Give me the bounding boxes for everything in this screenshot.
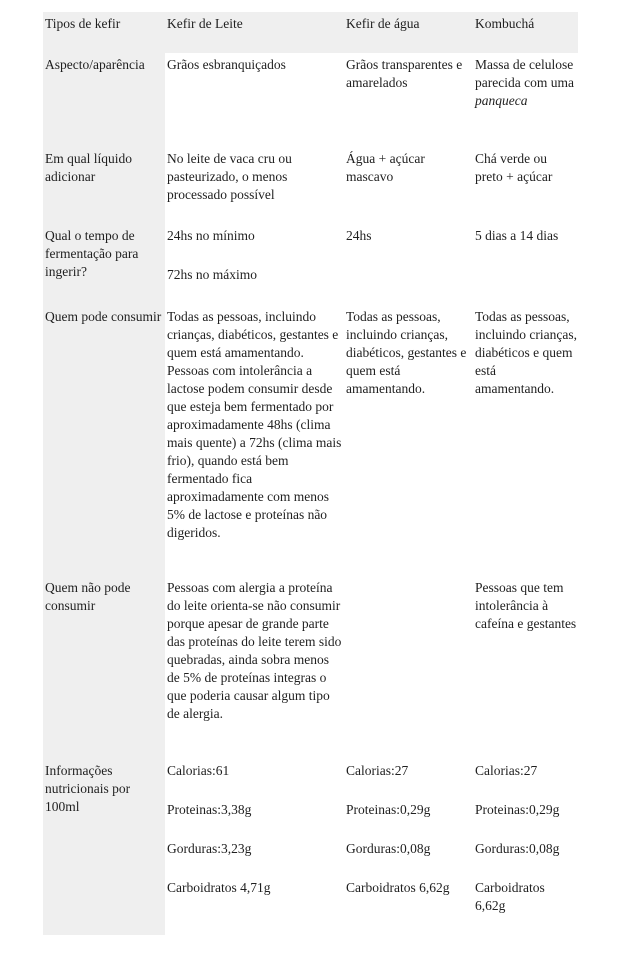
- header-kombucha: Kombuchá: [475, 16, 535, 31]
- row-label: Qual o tempo de fermentação para ingerir?: [45, 228, 139, 279]
- cell-agua: Água + açúcar mascavo: [346, 151, 425, 184]
- row-label: Em qual líquido adicionar: [45, 151, 132, 184]
- nutri-calorias: Calorias:61: [167, 763, 230, 778]
- cell-leite: Pessoas com alergia a proteína do leite orienta-se não consumir porque apesar de grande parte das proteínas do leite terem sido quebradas, ainda sobra menos de 5% de proteínas integras o que poderia causar algum tipo de alergia.: [167, 580, 342, 721]
- nutri-carboidratos: Carboidratos 6,62g: [346, 880, 450, 895]
- nutri-calorias: Calorias:27: [475, 763, 538, 778]
- header-tipos-de-kefir: Tipos de kefir: [45, 16, 121, 31]
- cell-leite-min: 24hs no mínimo: [167, 228, 255, 243]
- cell-kombucha: Todas as pessoas, incluindo crianças, diabéticos e quem está amamentando.: [475, 309, 577, 396]
- cell-kombucha-emphasis: panqueca: [475, 93, 528, 108]
- cell-kombucha: Pessoas que tem intolerância à cafeína e gestantes: [475, 580, 577, 631]
- nutri-proteinas: Proteinas:0,29g: [475, 802, 560, 817]
- cell-agua: Grãos transparentes e amarelados: [346, 57, 463, 90]
- header-kefir-de-agua: Kefir de água: [346, 16, 420, 31]
- cell-leite: Todas as pessoas, incluindo crianças, diabéticos, gestantes e quem está amamentando. Pessoas com intolerância a lactose podem consumir desde que esteja bem fermentado por aproximadamente 48hs (clima mais quente) a 72hs (clima mais frio), quando está bem fermentado fica aproximadamente com menos 5% de lactose e proteínas não digeridos.: [167, 309, 342, 540]
- cell-leite: [167, 762, 345, 897]
- cell-leite: [167, 227, 345, 284]
- cell-leite: No leite de vaca cru ou pasteurizado, o menos processado possível: [167, 151, 292, 202]
- cell-agua: 24hs: [346, 228, 372, 243]
- nutri-proteinas: Proteinas:0,29g: [346, 802, 431, 817]
- cell-kombucha-text: Massa de celulose parecida com uma: [475, 57, 574, 90]
- header-kefir-de-leite: Kefir de Leite: [167, 16, 243, 31]
- cell-kombucha: [475, 762, 578, 915]
- nutri-gorduras: Gorduras:3,23g: [167, 841, 252, 856]
- cell-agua: [346, 762, 472, 897]
- nutri-carboidratos: Carboidratos 4,71g: [167, 880, 271, 895]
- row-label: Aspecto/aparência: [45, 57, 145, 72]
- row-label: Quem não pode consumir: [45, 580, 131, 613]
- nutri-carboidratos: Carboidratos 6,62g: [475, 880, 545, 913]
- nutri-gorduras: Gorduras:0,08g: [346, 841, 431, 856]
- cell-leite: Grãos esbranquiçados: [167, 57, 286, 72]
- nutri-proteinas: Proteinas:3,38g: [167, 802, 252, 817]
- cell-kombucha: 5 dias a 14 dias: [475, 228, 559, 243]
- nutri-gorduras: Gorduras:0,08g: [475, 841, 560, 856]
- cell-leite-max: 72hs no máximo: [167, 267, 257, 282]
- row-label: Informações nutricionais por 100ml: [45, 763, 131, 814]
- nutri-calorias: Calorias:27: [346, 763, 409, 778]
- cell-agua: Todas as pessoas, incluindo crianças, diabéticos, gestantes e quem está amamentando.: [346, 309, 467, 396]
- cell-kombucha: Chá verde ou preto + açúcar: [475, 151, 553, 184]
- cell-kombucha: [475, 56, 578, 110]
- row-label: Quem pode consumir: [45, 309, 162, 324]
